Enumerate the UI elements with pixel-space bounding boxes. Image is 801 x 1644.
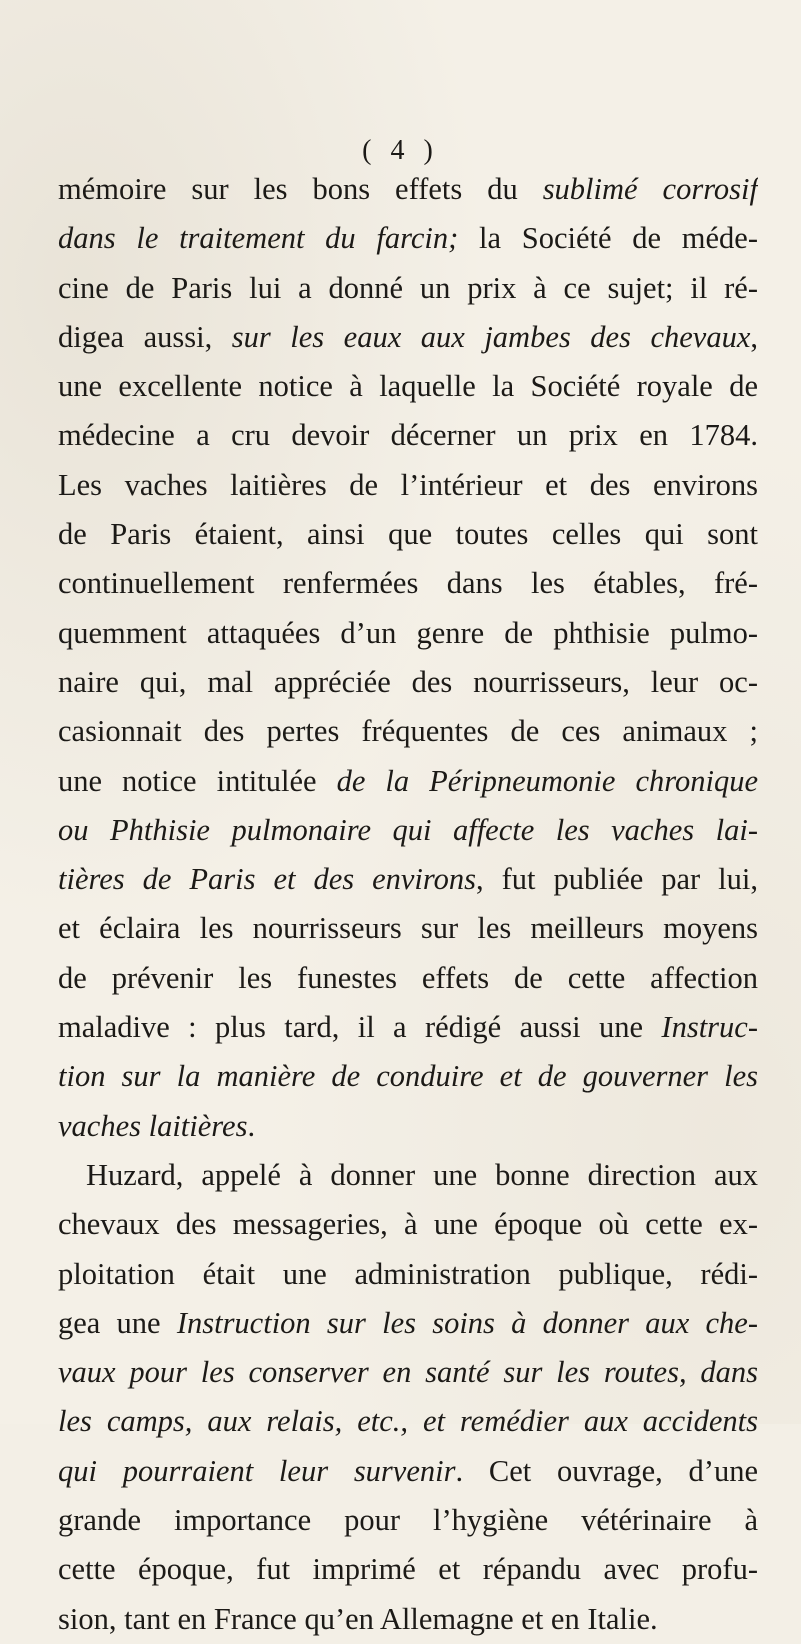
text-line <box>58 609 758 658</box>
text-line <box>58 313 758 362</box>
text-run: quemment attaquées d’un genre de phthisie pulmo- <box>58 615 758 650</box>
italic-text: Instruction sur les soins à donner aux che- <box>176 1305 758 1340</box>
text-line <box>58 214 758 263</box>
text-line <box>58 806 758 855</box>
italic-text: de la Péripneumonie chronique <box>336 763 758 798</box>
text-run: médecine a cru devoir décerner un prix en 1784. <box>58 418 758 453</box>
text-line <box>58 1052 758 1101</box>
text-line <box>58 264 758 313</box>
text-line <box>58 1545 758 1594</box>
italic-text: ou Phthisie pulmonaire qui affecte les vaches lai- <box>58 812 758 847</box>
italic-text: vaches laitières <box>58 1108 248 1143</box>
text-line <box>58 1250 758 1299</box>
text-line <box>58 165 758 214</box>
text-run: grande importance pour l’hygiène vétérinaire à <box>58 1503 758 1538</box>
text-line <box>58 1397 758 1446</box>
body-text <box>58 165 758 1644</box>
text-line <box>58 461 758 510</box>
text-line <box>58 954 758 1003</box>
text-line <box>58 362 758 411</box>
text-run: continuellement renfermées dans les étables, fré- <box>58 566 758 601</box>
text-line <box>58 757 758 806</box>
italic-text: les camps, aux relais, etc., et remédier aux accidents <box>58 1404 758 1439</box>
text-line <box>58 904 758 953</box>
text-line <box>58 559 758 608</box>
text-run: digea aussi, <box>58 319 232 354</box>
text-line <box>58 1496 758 1545</box>
italic-text: vaux pour les conserver en santé sur les routes, dans <box>58 1355 758 1390</box>
text-line <box>58 1200 758 1249</box>
text-line <box>58 510 758 559</box>
text-run: casionnait des pertes fréquentes de ces animaux ; <box>58 714 758 749</box>
text-line <box>58 658 758 707</box>
italic-text: sur les eaux aux jambes des chevaux <box>231 319 751 354</box>
text-run: ploitation était une administration publique, rédi- <box>58 1256 758 1291</box>
text-line <box>58 1348 758 1397</box>
text-run: , <box>750 319 758 354</box>
text-run: une notice intitulée <box>58 763 337 798</box>
text-line <box>58 707 758 756</box>
text-line <box>58 855 758 904</box>
text-run: cette époque, fut imprimé et répandu avec profu- <box>58 1552 758 1587</box>
text-run: maladive : plus tard, il a rédigé aussi une <box>58 1010 662 1045</box>
italic-text: dans le traitement du farcin; <box>58 221 459 256</box>
text-run: la Société de méde- <box>458 221 758 256</box>
text-run: , fut publiée par lui, <box>476 862 758 897</box>
italic-text: Instruc- <box>661 1010 758 1045</box>
text-run: . <box>247 1108 256 1143</box>
italic-text: tion sur la manière de conduire et de gouverner les <box>58 1059 758 1094</box>
text-line <box>58 1595 758 1644</box>
text-run: Les vaches laitières de l’intérieur et des environs <box>58 467 758 502</box>
text-run: une excellente notice à laquelle la Société royale de <box>58 369 758 404</box>
text-run: et éclaira les nourrisseurs sur les meilleurs moyens <box>58 911 758 946</box>
text-line <box>58 1003 758 1052</box>
text-run: cine de Paris lui a donné un prix à ce sujet; il ré- <box>58 270 758 305</box>
text-run: de prévenir les funestes effets de cette affection <box>58 960 758 995</box>
text-line <box>58 1151 758 1200</box>
text-run: gea une <box>58 1305 177 1340</box>
text-run: de Paris étaient, ainsi que toutes celles qui sont <box>58 517 758 552</box>
text-run: chevaux des messageries, à une époque où cette ex- <box>58 1207 758 1242</box>
text-run: . Cet ouvrage, d’une <box>455 1453 758 1488</box>
text-line <box>58 1102 758 1151</box>
text-line <box>58 1447 758 1496</box>
italic-text: sublimé corrosif <box>542 172 758 206</box>
text-run: mémoire sur les bons effets du <box>58 172 543 206</box>
text-run: sion, tant en France qu’en Allemagne et en Italie. <box>58 1601 658 1636</box>
italic-text: qui pourraient leur survenir <box>58 1453 456 1488</box>
text-line <box>58 411 758 460</box>
text-line <box>58 1299 758 1348</box>
italic-text: tières de Paris et des environs <box>58 862 477 897</box>
page-number: ( 4 ) <box>362 135 439 166</box>
text-run: Huzard, appelé à donner une bonne direction aux <box>86 1157 758 1192</box>
text-run: naire qui, mal appréciée des nourrisseurs, leur oc- <box>58 664 758 699</box>
